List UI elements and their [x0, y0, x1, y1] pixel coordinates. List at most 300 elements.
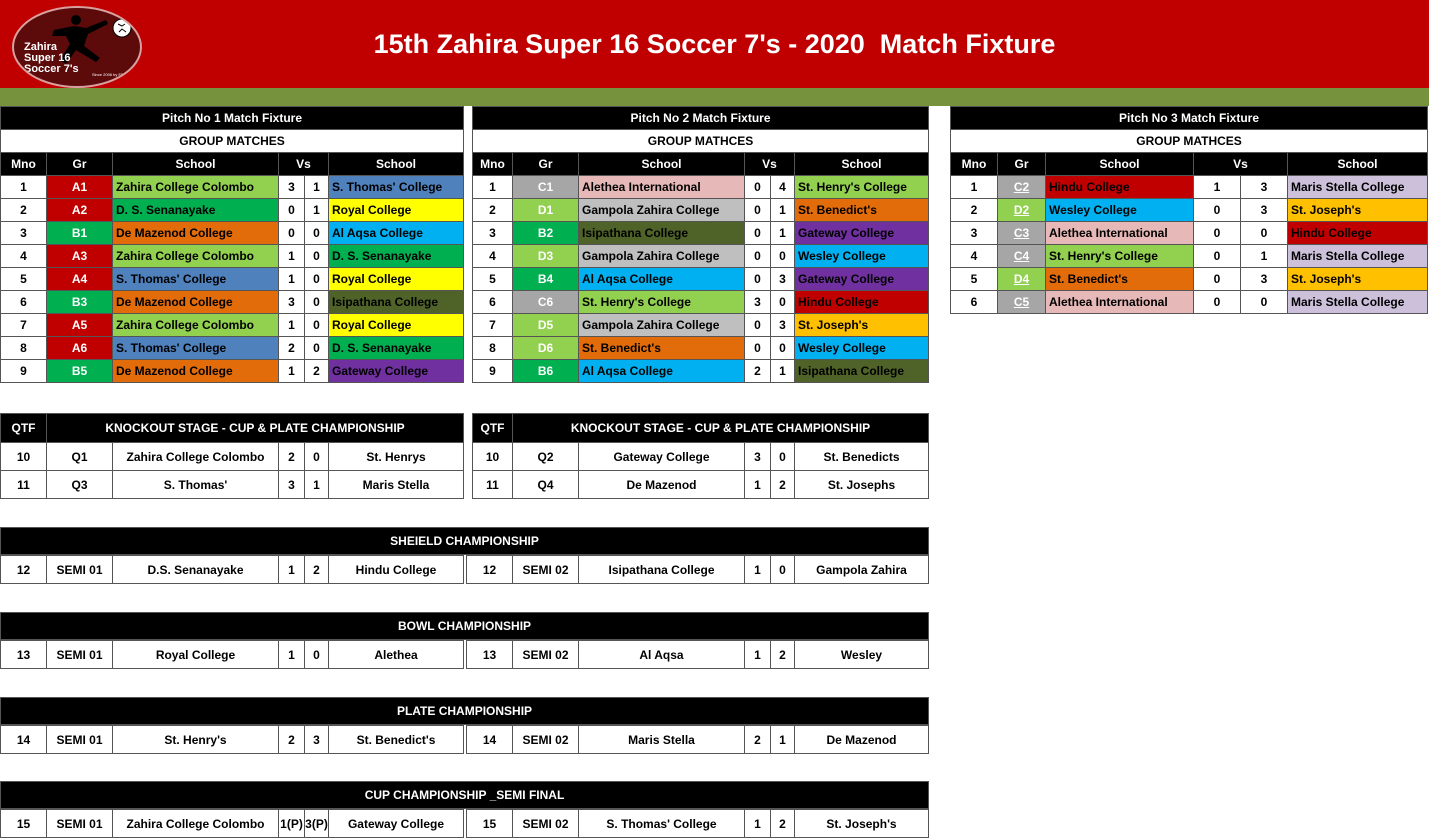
match-number: 4	[473, 245, 513, 268]
away-school: Wesley College	[795, 337, 929, 360]
match-row	[951, 245, 1428, 268]
header-school-home: School	[113, 153, 279, 176]
away-score: 0	[305, 268, 329, 291]
column-header-row	[473, 153, 929, 176]
away-school: St. Joseph's	[795, 314, 929, 337]
qtf-label: QTF	[1, 414, 47, 443]
group-code: C2	[998, 176, 1046, 199]
away-team: St. Joseph's	[795, 810, 929, 838]
home-score: 1	[279, 268, 305, 291]
match-row	[1, 314, 464, 337]
away-school: D. S. Senanayake	[329, 245, 464, 268]
logo-line-1: Zahira	[24, 41, 58, 53]
home-team: Zahira College Colombo	[113, 810, 279, 838]
pitch2-title-row	[473, 107, 929, 130]
match-number: 9	[473, 360, 513, 383]
plate-left-table	[0, 725, 464, 754]
group-code: C1	[513, 176, 579, 199]
home-score: 2	[745, 360, 771, 383]
round-code: SEMI 01	[47, 810, 113, 838]
away-score: 0	[771, 443, 795, 471]
match-number: 11	[473, 471, 513, 499]
away-school: Maris Stella College	[1288, 245, 1428, 268]
away-team: St. Benedict's	[329, 726, 464, 754]
match-row	[1, 199, 464, 222]
match-number: 5	[951, 268, 998, 291]
match-number: 8	[1, 337, 47, 360]
home-score: 1	[279, 641, 305, 669]
header-vs: Vs	[745, 153, 795, 176]
away-score: 0	[771, 556, 795, 584]
round-code: SEMI 01	[47, 556, 113, 584]
home-score: 0	[745, 199, 771, 222]
group-code: A6	[47, 337, 113, 360]
round-code: Q2	[513, 443, 579, 471]
match-row	[473, 176, 929, 199]
away-score: 1	[305, 199, 329, 222]
home-team: Al Aqsa	[579, 641, 745, 669]
home-score: 0	[745, 268, 771, 291]
match-number: 1	[951, 176, 998, 199]
group-code: A4	[47, 268, 113, 291]
away-school: Gateway College	[329, 360, 464, 383]
home-score: 0	[279, 199, 305, 222]
home-score: 0	[1194, 245, 1241, 268]
home-score: 2	[279, 337, 305, 360]
home-score: 2	[279, 726, 305, 754]
match-row	[1, 176, 464, 199]
home-school: St. Henry's College	[1046, 245, 1194, 268]
logo-line-2: Super 16	[24, 52, 71, 64]
home-score: 1	[1194, 176, 1241, 199]
away-score: 0	[771, 291, 795, 314]
home-school: De Mazenod College	[113, 222, 279, 245]
away-score: 0	[305, 222, 329, 245]
home-school: Alethea International	[1046, 222, 1194, 245]
match-row	[473, 268, 929, 291]
bowl-left-table	[0, 640, 464, 669]
championship-title: PLATE CHAMPIONSHIP	[1, 698, 929, 725]
away-score: 3	[771, 314, 795, 337]
knockout-match-row	[467, 810, 929, 838]
home-school: S. Thomas' College	[113, 268, 279, 291]
away-school: D. S. Senanayake	[329, 337, 464, 360]
knockout-match-row	[1, 471, 464, 499]
away-team: Alethea	[329, 641, 464, 669]
cup-title-table	[0, 781, 929, 809]
home-school: Gampola Zahira College	[579, 314, 745, 337]
knockout-title: KNOCKOUT STAGE - CUP & PLATE CHAMPIONSHIP	[47, 414, 464, 443]
group-code: D5	[513, 314, 579, 337]
home-school: D. S. Senanayake	[113, 199, 279, 222]
away-school: Maris Stella College	[1288, 291, 1428, 314]
page-title: 15th Zahira Super 16 Soccer 7's - 2020 Match Fixture	[373, 29, 1056, 59]
plate-right-table	[466, 725, 929, 754]
away-score: 0	[771, 245, 795, 268]
away-score: 0	[305, 337, 329, 360]
match-row	[951, 291, 1428, 314]
away-score: 4	[771, 176, 795, 199]
knockout-match-row	[1, 556, 464, 584]
match-number: 14	[1, 726, 47, 754]
away-score: 2	[305, 556, 329, 584]
cup-right-table	[466, 809, 929, 838]
home-score: 0	[745, 314, 771, 337]
match-number: 13	[1, 641, 47, 669]
group-code: B5	[47, 360, 113, 383]
match-row	[951, 199, 1428, 222]
home-team: Royal College	[113, 641, 279, 669]
knockout-match-row	[1, 810, 464, 838]
away-team: Gateway College	[329, 810, 464, 838]
away-school: S. Thomas' College	[329, 176, 464, 199]
group-code: C6	[513, 291, 579, 314]
home-score: 0	[279, 222, 305, 245]
pitch3-subtitle-row	[951, 130, 1428, 153]
home-score: 1	[279, 314, 305, 337]
round-code: SEMI 01	[47, 726, 113, 754]
home-score: 0	[1194, 268, 1241, 291]
pitch1-title-row	[1, 107, 464, 130]
group-code: B4	[513, 268, 579, 291]
group-code: A5	[47, 314, 113, 337]
away-score: 2	[771, 810, 795, 838]
away-score: 0	[305, 443, 329, 471]
pitch2-table	[472, 106, 929, 383]
round-code: Q3	[47, 471, 113, 499]
away-score: 1	[305, 471, 329, 499]
match-number: 4	[951, 245, 998, 268]
match-row	[473, 360, 929, 383]
header-school-away: School	[329, 153, 464, 176]
match-number: 2	[473, 199, 513, 222]
home-score: 3	[279, 471, 305, 499]
knockout-table-left	[0, 413, 464, 499]
home-team: Maris Stella	[579, 726, 745, 754]
column-header-row	[951, 153, 1428, 176]
qtf-label: QTF	[473, 414, 513, 443]
plate-title-row	[1, 698, 929, 725]
away-school: Isipathana College	[795, 360, 929, 383]
match-row	[1, 291, 464, 314]
match-number: 7	[473, 314, 513, 337]
knockout-match-row	[1, 726, 464, 754]
away-team: St. Benedicts	[795, 443, 929, 471]
away-score: 3	[1241, 176, 1288, 199]
home-school: Gampola Zahira College	[579, 199, 745, 222]
away-school: St. Henry's College	[795, 176, 929, 199]
group-code: A1	[47, 176, 113, 199]
knockout-match-row	[1, 443, 464, 471]
shield-title-row	[1, 528, 929, 555]
home-score: 0	[745, 337, 771, 360]
pitch-subtitle: GROUP MATCHES	[1, 130, 464, 153]
away-score: 1	[305, 176, 329, 199]
match-row	[951, 268, 1428, 291]
home-school: S. Thomas' College	[113, 337, 279, 360]
home-school: Zahira College Colombo	[113, 176, 279, 199]
home-score: 1	[745, 471, 771, 499]
away-school: Royal College	[329, 268, 464, 291]
home-score: 3	[279, 291, 305, 314]
away-score: 1	[771, 222, 795, 245]
header-gr: Gr	[47, 153, 113, 176]
away-score: 2	[771, 471, 795, 499]
match-row	[473, 199, 929, 222]
match-number: 2	[1, 199, 47, 222]
home-score: 1	[745, 556, 771, 584]
logo-subtext: Since 2006 by FFA	[92, 72, 126, 77]
away-score: 0	[305, 314, 329, 337]
header-vs: Vs	[1194, 153, 1288, 176]
column-separator	[928, 106, 948, 388]
away-score: 3	[771, 268, 795, 291]
match-number: 6	[951, 291, 998, 314]
pitch2-subtitle-row	[473, 130, 929, 153]
pitch1-table	[0, 106, 464, 383]
championship-title: BOWL CHAMPIONSHIP	[1, 613, 929, 640]
match-row	[951, 176, 1428, 199]
away-score: 3(P)	[305, 810, 329, 838]
group-code: B1	[47, 222, 113, 245]
header-mno: Mno	[473, 153, 513, 176]
match-number: 9	[1, 360, 47, 383]
away-team: St. Josephs	[795, 471, 929, 499]
shield-right-table	[466, 555, 929, 584]
knockout-match-row	[473, 471, 929, 499]
cup-left-table	[0, 809, 464, 838]
home-school: De Mazenod College	[113, 291, 279, 314]
group-code: B6	[513, 360, 579, 383]
home-school: Al Aqsa College	[579, 360, 745, 383]
home-school: St. Henry's College	[579, 291, 745, 314]
knockout-title: KNOCKOUT STAGE - CUP & PLATE CHAMPIONSHIP	[513, 414, 929, 443]
home-score: 3	[745, 443, 771, 471]
title-banner	[0, 0, 1429, 90]
away-school: Isipathana College	[329, 291, 464, 314]
header-school-away: School	[1288, 153, 1428, 176]
group-code: B3	[47, 291, 113, 314]
round-code: SEMI 02	[513, 556, 579, 584]
home-score: 1(P)	[279, 810, 305, 838]
away-school: St. Joseph's	[1288, 268, 1428, 291]
match-number: 1	[1, 176, 47, 199]
group-code: C3	[998, 222, 1046, 245]
away-school: Al Aqsa College	[329, 222, 464, 245]
match-number: 10	[473, 443, 513, 471]
group-code: A2	[47, 199, 113, 222]
away-score: 0	[771, 337, 795, 360]
pitch-subtitle: GROUP MATHCES	[951, 130, 1428, 153]
home-school: Isipathana College	[579, 222, 745, 245]
match-row	[1, 337, 464, 360]
match-row	[473, 337, 929, 360]
plate-title-table	[0, 697, 929, 725]
away-score: 0	[1241, 222, 1288, 245]
home-school: Alethea International	[1046, 291, 1194, 314]
match-row	[1, 245, 464, 268]
knockout-match-row	[473, 443, 929, 471]
match-row	[1, 360, 464, 383]
away-score: 3	[1241, 199, 1288, 222]
home-school: Zahira College Colombo	[113, 314, 279, 337]
match-number: 15	[467, 810, 513, 838]
home-score: 0	[745, 245, 771, 268]
group-code: D2	[998, 199, 1046, 222]
away-school: Hindu College	[795, 291, 929, 314]
group-code: B2	[513, 222, 579, 245]
home-score: 1	[279, 556, 305, 584]
match-row	[951, 222, 1428, 245]
home-team: D.S. Senanayake	[113, 556, 279, 584]
header-mno: Mno	[951, 153, 998, 176]
home-team: S. Thomas' College	[579, 810, 745, 838]
shield-title-table	[0, 527, 929, 555]
header-mno: Mno	[1, 153, 47, 176]
away-score: 1	[771, 199, 795, 222]
away-score: 2	[771, 641, 795, 669]
knockout-title-row	[473, 414, 929, 443]
match-number: 11	[1, 471, 47, 499]
away-score: 1	[1241, 245, 1288, 268]
match-number: 7	[1, 314, 47, 337]
round-code: Q1	[47, 443, 113, 471]
match-row	[1, 268, 464, 291]
pitch3-table	[950, 106, 1428, 314]
match-row	[473, 291, 929, 314]
match-number: 2	[951, 199, 998, 222]
home-score: 0	[1194, 199, 1241, 222]
match-number: 13	[467, 641, 513, 669]
shield-left-table	[0, 555, 464, 584]
match-number: 5	[473, 268, 513, 291]
group-code: D4	[998, 268, 1046, 291]
group-code: C4	[998, 245, 1046, 268]
header-gr: Gr	[513, 153, 579, 176]
home-school: Alethea International	[579, 176, 745, 199]
knockout-match-row	[467, 641, 929, 669]
home-school: Hindu College	[1046, 176, 1194, 199]
knockout-match-row	[1, 641, 464, 669]
away-school: St. Joseph's	[1288, 199, 1428, 222]
round-code: SEMI 02	[513, 726, 579, 754]
away-team: Gampola Zahira	[795, 556, 929, 584]
pitch-title: Pitch No 1 Match Fixture	[1, 107, 464, 130]
away-school: Hindu College	[1288, 222, 1428, 245]
match-number: 3	[473, 222, 513, 245]
match-number: 1	[473, 176, 513, 199]
header-school-away: School	[795, 153, 929, 176]
home-score: 0	[745, 222, 771, 245]
bowl-right-table	[466, 640, 929, 669]
home-score: 2	[279, 443, 305, 471]
knockout-table-right	[472, 413, 929, 499]
away-score: 0	[305, 245, 329, 268]
home-team: S. Thomas'	[113, 471, 279, 499]
home-school: De Mazenod College	[113, 360, 279, 383]
away-team: St. Henrys	[329, 443, 464, 471]
home-score: 1	[745, 641, 771, 669]
cup-title-row	[1, 782, 929, 809]
away-score: 1	[771, 726, 795, 754]
match-number: 12	[467, 556, 513, 584]
home-score: 1	[745, 810, 771, 838]
away-school: Maris Stella College	[1288, 176, 1428, 199]
away-score: 3	[305, 726, 329, 754]
home-school: Al Aqsa College	[579, 268, 745, 291]
home-score: 3	[745, 291, 771, 314]
header-school-home: School	[1046, 153, 1194, 176]
match-number: 14	[467, 726, 513, 754]
away-team: Maris Stella	[329, 471, 464, 499]
group-code: A3	[47, 245, 113, 268]
match-row	[473, 314, 929, 337]
away-score: 0	[1241, 291, 1288, 314]
home-score: 0	[1194, 291, 1241, 314]
match-number: 3	[1, 222, 47, 245]
home-score: 3	[279, 176, 305, 199]
away-team: Hindu College	[329, 556, 464, 584]
home-team: Gateway College	[579, 443, 745, 471]
away-school: Royal College	[329, 314, 464, 337]
match-row	[473, 222, 929, 245]
pitch1-subtitle-row	[1, 130, 464, 153]
home-school: Gampola Zahira College	[579, 245, 745, 268]
match-row	[1, 222, 464, 245]
knockout-match-row	[467, 556, 929, 584]
home-team: Zahira College Colombo	[113, 443, 279, 471]
match-number: 5	[1, 268, 47, 291]
championship-title: SHEIELD CHAMPIONSHIP	[1, 528, 929, 555]
pitch3-title-row	[951, 107, 1428, 130]
home-score: 1	[279, 360, 305, 383]
home-score: 0	[1194, 222, 1241, 245]
away-school: Gateway College	[795, 222, 929, 245]
away-score: 0	[305, 641, 329, 669]
away-team: Wesley	[795, 641, 929, 669]
away-school: Wesley College	[795, 245, 929, 268]
home-score: 0	[745, 176, 771, 199]
group-code: C5	[998, 291, 1046, 314]
header-vs: Vs	[279, 153, 329, 176]
away-school: St. Benedict's	[795, 199, 929, 222]
match-number: 15	[1, 810, 47, 838]
column-header-row	[1, 153, 464, 176]
pitch-subtitle: GROUP MATHCES	[473, 130, 929, 153]
group-code: D1	[513, 199, 579, 222]
match-number: 12	[1, 556, 47, 584]
bowl-title-table	[0, 612, 929, 640]
home-team: St. Henry's	[113, 726, 279, 754]
match-number: 3	[951, 222, 998, 245]
away-school: Gateway College	[795, 268, 929, 291]
home-score: 1	[279, 245, 305, 268]
home-team: De Mazenod	[579, 471, 745, 499]
home-school: Zahira College Colombo	[113, 245, 279, 268]
pitch-title: Pitch No 2 Match Fixture	[473, 107, 929, 130]
home-school: St. Benedict's	[579, 337, 745, 360]
round-code: SEMI 02	[513, 810, 579, 838]
championship-title: CUP CHAMPIONSHIP _SEMI FINAL	[1, 782, 929, 809]
knockout-title-row	[1, 414, 464, 443]
green-strip	[0, 88, 1429, 106]
match-number: 8	[473, 337, 513, 360]
round-code: Q4	[513, 471, 579, 499]
away-score: 3	[1241, 268, 1288, 291]
round-code: SEMI 02	[513, 641, 579, 669]
home-score: 2	[745, 726, 771, 754]
group-code: D6	[513, 337, 579, 360]
